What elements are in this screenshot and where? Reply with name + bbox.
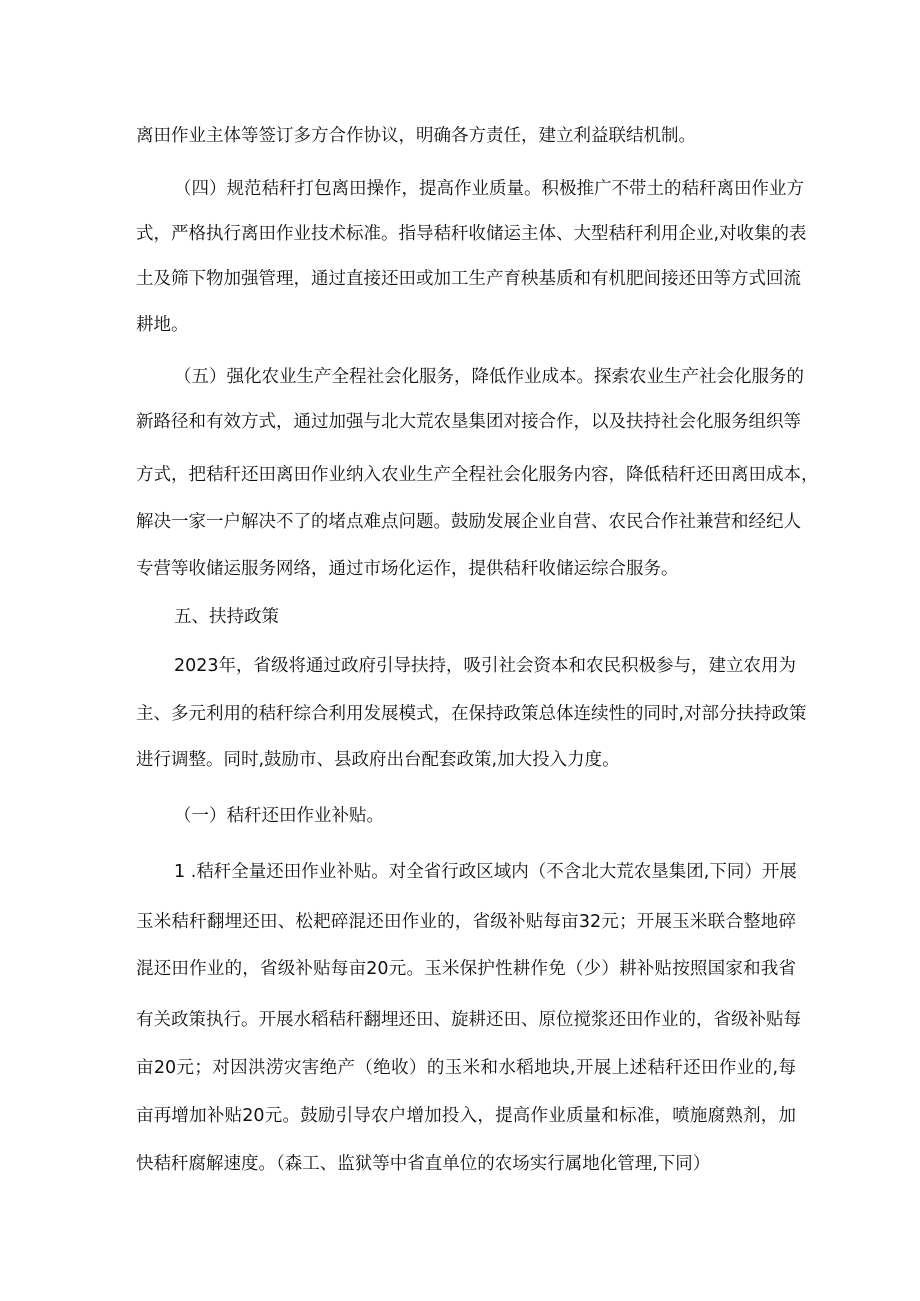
paragraph-line: 进行调整。同时,鼓励市、县政府出台配套政策,加大投入力度。 bbox=[136, 750, 620, 770]
paragraph-line: 主、多元利用的秸秆综合利用发展模式，在保持政策总体连续性的同时,对部分扶持政策 bbox=[136, 704, 807, 724]
paragraph-line: 方式，把秸秆还田离田作业纳入农业生产全程社会化服务内容，降低秸秆还田离田成本， bbox=[136, 465, 819, 485]
paragraph-line: 快秸秆腐解速度。（森工、监狱等中省直单位的农场实行属地化管理,下同） bbox=[136, 1154, 711, 1174]
subsection-heading: （一）秸秆还田作业补贴。 bbox=[174, 806, 384, 826]
paragraph-line: 离田作业主体等签订多方合作协议，明确各方责任，建立利益联结机制。 bbox=[136, 126, 696, 146]
paragraph-line: 玉米秸秆翻埋还田、松耙碎混还田作业的，省级补贴每亩32元；开展玉米联合整地碎 bbox=[136, 912, 796, 932]
paragraph-line: （四）规范秸秆打包离田操作，提高作业质量。积极推广不带土的秸秆离田作业方 bbox=[174, 179, 804, 199]
paragraph-line: 专营等收储运服务网络，通过市场化运作，提供秸秆收储运综合服务。 bbox=[136, 559, 679, 579]
paragraph-line: 耕地。 bbox=[136, 315, 189, 335]
paragraph-line: 有关政策执行。开展水稻秸秆翻埋还田、旋耕还田、原位搅浆还田作业的，省级补贴每 bbox=[136, 1010, 801, 1030]
paragraph-line: 亩再增加补贴20元。鼓励引导农户增加投入，提高作业质量和标准，喷施腐熟剂，加 bbox=[136, 1106, 796, 1126]
paragraph-line: （五）强化农业生产全程社会化服务，降低作业成本。探索农业生产社会化服务的 bbox=[174, 367, 804, 387]
paragraph-line: 式，严格执行离田作业技术标准。指导秸秆收储运主体、大型秸秆利用企业,对收集的表 bbox=[136, 224, 807, 244]
paragraph-line: 土及筛下物加强管理，通过直接还田或加工生产育秧基质和有机肥间接还田等方式回流 bbox=[136, 269, 801, 289]
paragraph-line: 2023年，省级将通过政府引导扶持，吸引社会资本和农民积极参与，建立农用为 bbox=[174, 656, 797, 676]
paragraph-line: 解决一家一户解决不了的堵点难点问题。鼓励发展企业自营、农民合作社兼营和经纪人 bbox=[136, 512, 801, 532]
paragraph-line: 新路径和有效方式，通过加强与北大荒农垦集团对接合作，以及扶持社会化服务组织等 bbox=[136, 412, 801, 432]
paragraph-line: 亩20元；对因洪涝灾害绝产（绝收）的玉米和水稻地块,开展上述秸秆还田作业的,每 bbox=[136, 1058, 796, 1078]
section-heading: 五、扶持政策 bbox=[174, 607, 279, 627]
paragraph-line: 1 .秸秆全量还田作业补贴。对全省行政区域内（不含北大荒农垦集团,下同）开展 bbox=[174, 862, 797, 882]
paragraph-line: 混还田作业的，省级补贴每亩20元。玉米保护性耕作免（少）耕补贴按照国家和我省 bbox=[136, 959, 796, 979]
